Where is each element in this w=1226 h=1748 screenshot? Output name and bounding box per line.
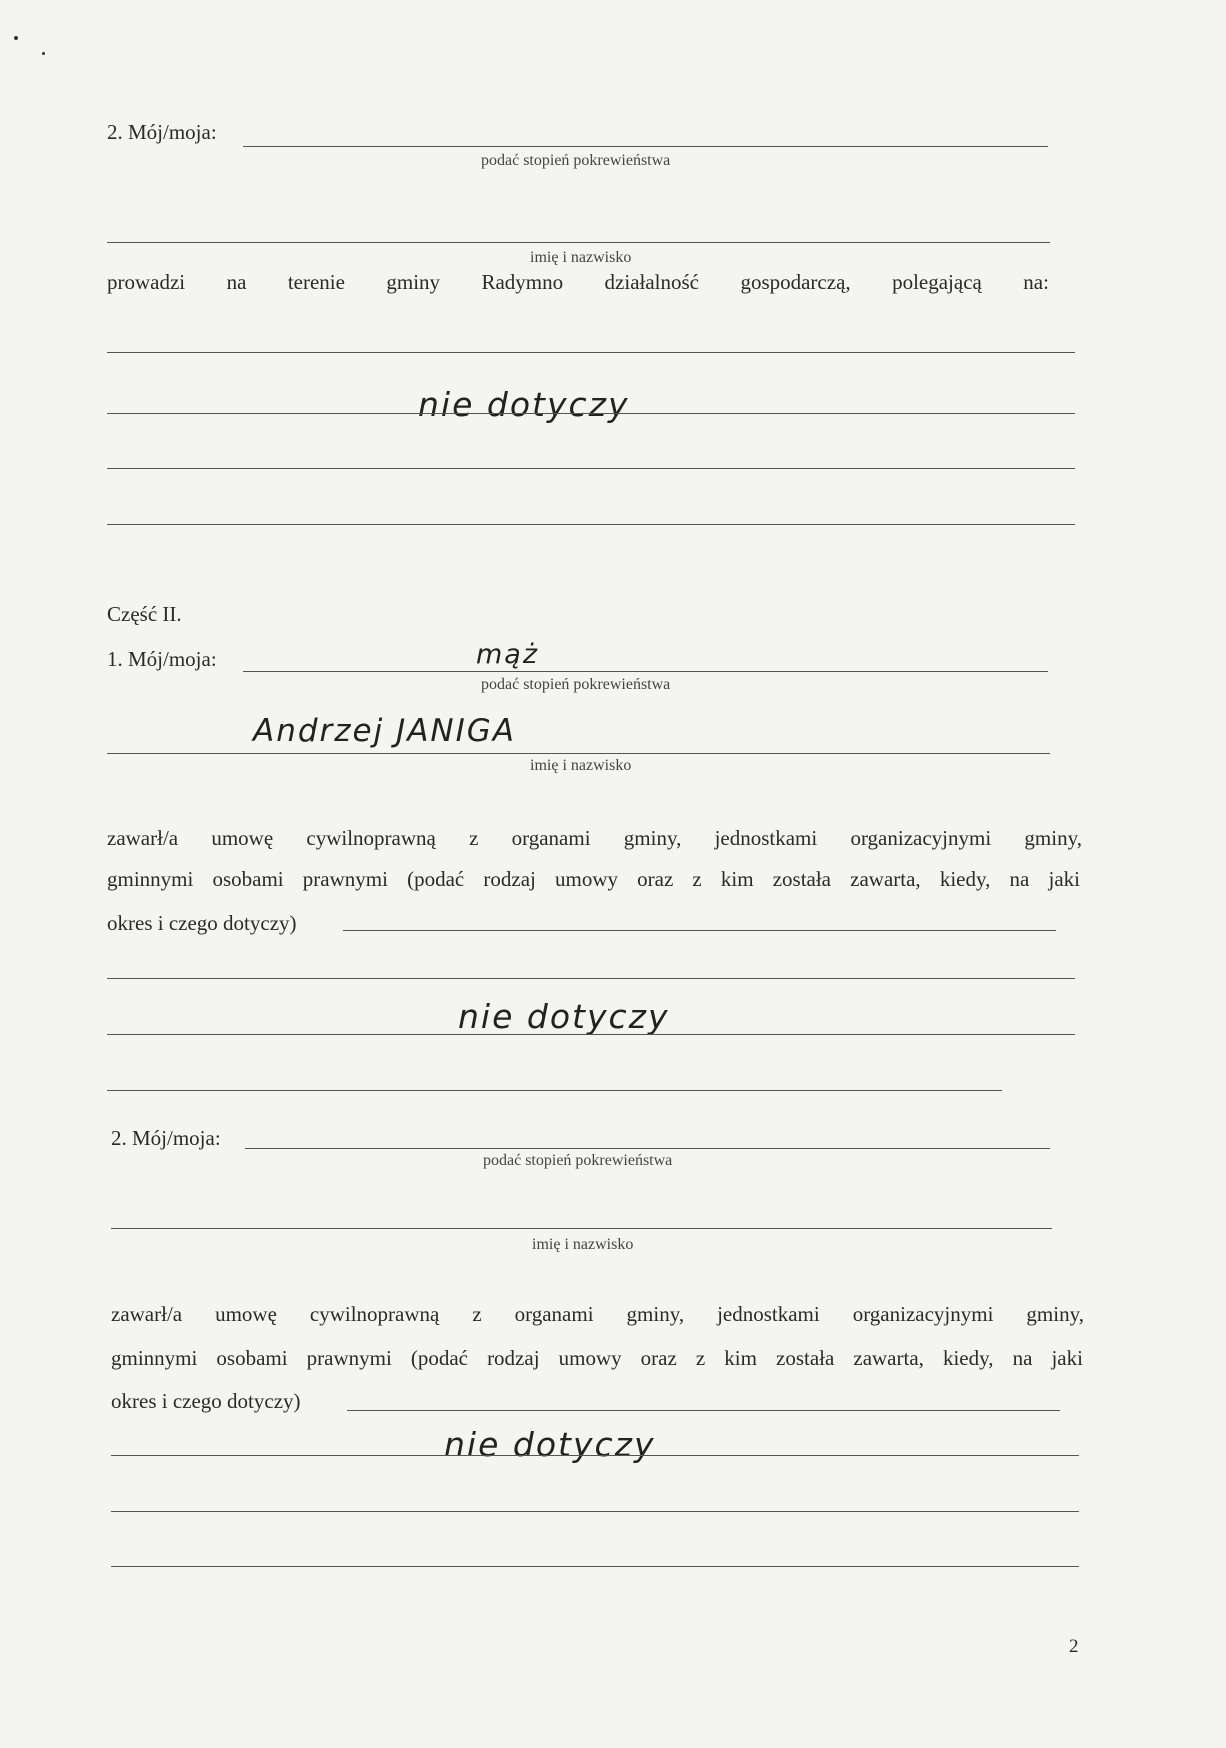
word: (podać (407, 867, 465, 891)
word: oraz (640, 1346, 677, 1370)
word: została (776, 1346, 835, 1370)
word: prawnymi (306, 1346, 392, 1370)
contract-statement-line (107, 869, 1080, 890)
handwritten-kinship: mąż (476, 639, 540, 670)
word: organizacyjnymi (852, 1302, 994, 1326)
word: kiedy, (942, 1346, 994, 1370)
word: jaki (1051, 1346, 1083, 1370)
word: Radymno (481, 270, 564, 294)
word: rodzaj (487, 1346, 540, 1370)
contract-statement-line (111, 1348, 1083, 1369)
part-heading: Część II. (107, 602, 182, 626)
kinship-caption: podać stopień pokrewieństwa (481, 152, 671, 169)
answer-line (107, 413, 1075, 414)
name-field-line (107, 753, 1050, 754)
answer-line (107, 1090, 1002, 1091)
name-caption: imię i nazwisko (532, 1236, 634, 1253)
name-field-line (107, 242, 1050, 243)
word: umowę (211, 826, 274, 850)
word: kim (724, 1346, 757, 1370)
name-field-line (111, 1228, 1052, 1229)
section-label: 2. Mój/moja: (107, 120, 217, 144)
answer-line (107, 352, 1075, 353)
word: zawarta, (850, 867, 921, 891)
word: cywilnoprawną (306, 826, 436, 850)
word: jednostkami (714, 826, 818, 850)
word: z (695, 1346, 706, 1370)
scan-speck (42, 52, 45, 55)
word: umowy (555, 867, 618, 891)
answer-line (107, 1034, 1075, 1035)
answer-line (111, 1455, 1079, 1456)
word: na: (1023, 270, 1049, 294)
word: prowadzi (107, 270, 186, 294)
word: kiedy, (939, 867, 991, 891)
word: oraz (637, 867, 674, 891)
contract-statement-line (111, 1304, 1084, 1325)
word: jednostkami (717, 1302, 820, 1326)
word: została (772, 867, 832, 891)
handwritten-name: Andrzej JANIGA (253, 713, 516, 749)
word: na (1009, 867, 1030, 891)
word: organizacyjnymi (850, 826, 992, 850)
word: umowy (558, 1346, 622, 1370)
handwritten-answer: nie dotyczy (458, 997, 670, 1036)
business-statement (107, 272, 1049, 293)
answer-line (111, 1511, 1079, 1512)
section-label: 2. Mój/moja: (111, 1126, 221, 1150)
page-number: 2 (1069, 1636, 1079, 1657)
answer-line (107, 468, 1075, 469)
word: organami (514, 1302, 594, 1326)
word: organami (511, 826, 591, 850)
handwritten-answer: nie dotyczy (444, 1425, 656, 1464)
word: gminnymi (107, 867, 194, 891)
word: działalność (604, 270, 700, 294)
kinship-caption: podać stopień pokrewieństwa (483, 1152, 673, 1169)
contract-statement-end: okres i czego dotyczy) (107, 911, 297, 935)
answer-line (107, 524, 1075, 525)
word: gminy, (1026, 1302, 1084, 1326)
kinship-caption: podać stopień pokrewieństwa (481, 676, 671, 693)
word: gminy, (623, 826, 682, 850)
answer-line (347, 1410, 1060, 1411)
section-label: 1. Mój/moja: (107, 647, 217, 671)
word: zawarł/a (111, 1302, 183, 1326)
name-caption: imię i nazwisko (530, 757, 632, 774)
scan-speck (14, 36, 18, 40)
answer-line (343, 930, 1056, 931)
word: kim (720, 867, 754, 891)
contract-statement-end: okres i czego dotyczy) (111, 1389, 301, 1413)
word: prawnymi (302, 867, 388, 891)
word: zawarł/a (107, 826, 179, 850)
kinship-field-line (245, 1148, 1050, 1149)
kinship-field-line (243, 671, 1048, 672)
word: umowę (215, 1302, 277, 1326)
word: gminy (386, 270, 441, 294)
contract-statement-line (107, 828, 1082, 849)
word: gminy, (626, 1302, 685, 1326)
word: (podać (410, 1346, 468, 1370)
name-caption: imię i nazwisko (530, 249, 632, 266)
word: gospodarczą, (740, 270, 851, 294)
word: gminy, (1024, 826, 1082, 850)
word: osobami (212, 867, 284, 891)
handwritten-answer: nie dotyczy (418, 385, 630, 424)
word: terenie (287, 270, 345, 294)
word: na (1012, 1346, 1033, 1370)
word: polegającą (892, 270, 982, 294)
word: z (692, 867, 702, 891)
word: z (469, 826, 479, 850)
kinship-field-line (243, 146, 1048, 147)
answer-line (111, 1566, 1079, 1567)
word: jaki (1048, 867, 1080, 891)
word: gminnymi (111, 1346, 198, 1370)
answer-line (107, 978, 1075, 979)
word: osobami (216, 1346, 288, 1370)
word: rodzaj (483, 867, 536, 891)
word: cywilnoprawną (309, 1302, 440, 1326)
word: zawarta, (853, 1346, 924, 1370)
word: z (472, 1302, 482, 1326)
word: na (226, 270, 247, 294)
